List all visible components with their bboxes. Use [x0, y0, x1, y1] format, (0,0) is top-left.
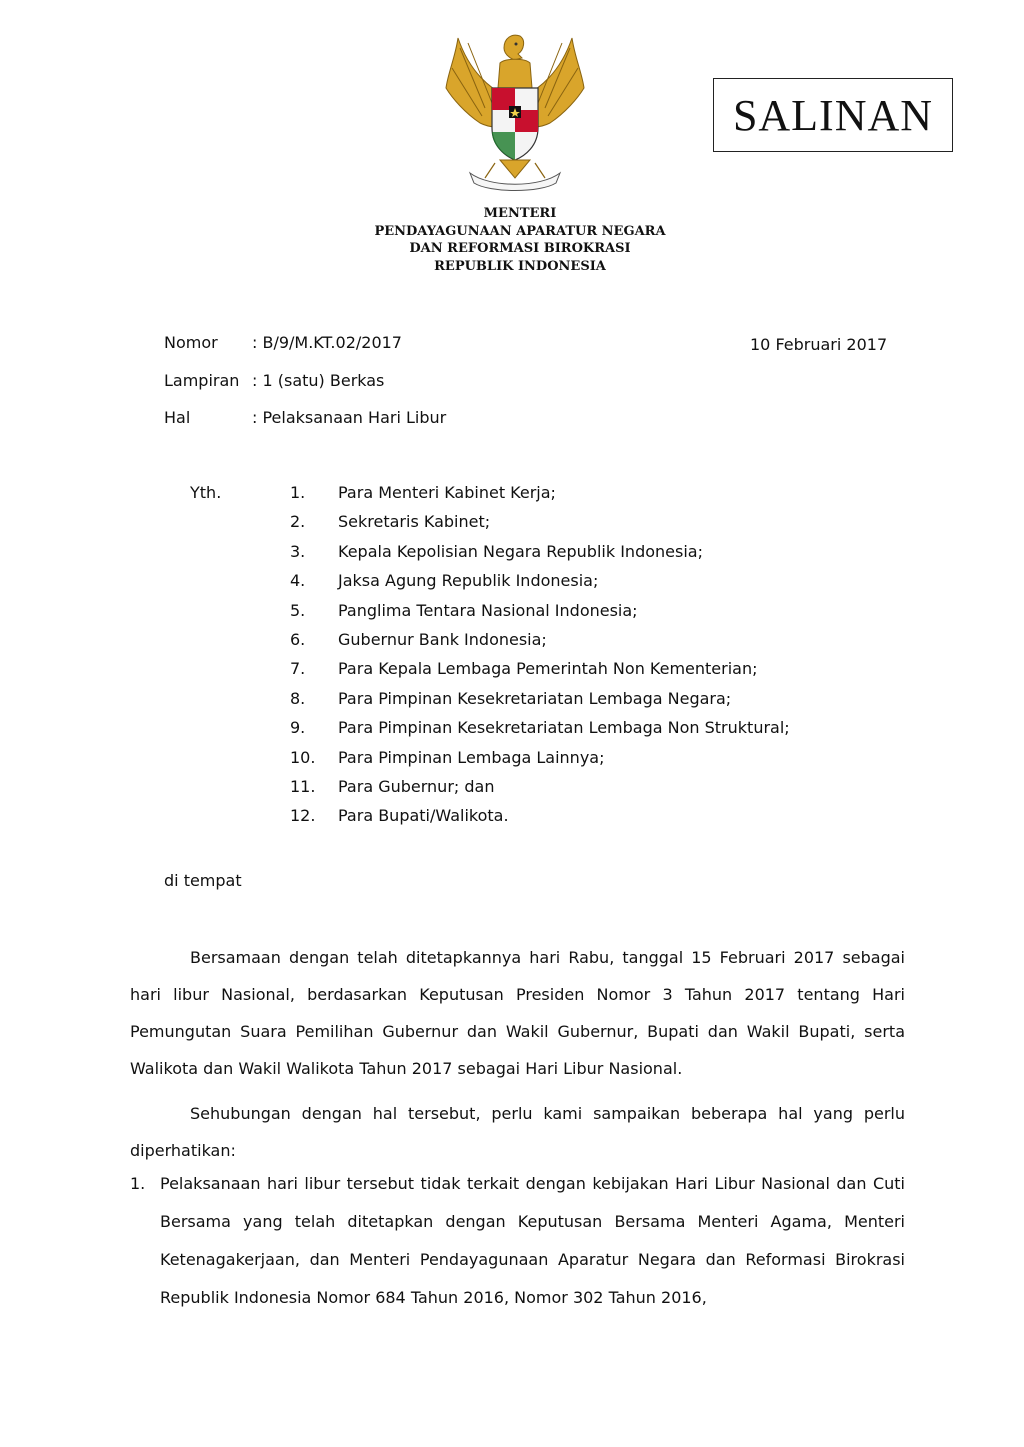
list-item-text: Sekretaris Kabinet; [338, 512, 491, 532]
recipients-label: Yth. [190, 483, 222, 502]
list-item-text: Para Kepala Lembaga Pemerintah Non Kementerian; [338, 659, 758, 679]
list-item-text: Para Pimpinan Lembaga Lainnya; [338, 747, 605, 767]
list-item-number: 11. [290, 776, 316, 796]
list-item-text: Para Menteri Kabinet Kerja; [338, 483, 556, 502]
body-paragraph-1: Bersamaan dengan telah ditetapkannya hari Rabu, tanggal 15 Februari 2017 sebagai hari libur Nasional, berdasarkan Keputusan Presiden Nomor 3 Tahun 2017 tentang Hari Pemungutan Suara Pemilihan Gubernur dan Wakil Gubernur, Bupati dan Wakil Bupati, serta Walikota dan Wakil Walikota Tahun 2017 sebagai Hari Libur Nasional. [130, 948, 905, 1078]
lampiran-label: Lampiran [164, 371, 240, 390]
garuda-emblem-icon [440, 28, 590, 193]
hal-label: Hal [164, 408, 191, 427]
letterhead-line: DAN REFORMASI BIROKRASI [409, 241, 631, 256]
list-item-number: 12. [290, 806, 316, 826]
list-item-text: Para Gubernur; dan [338, 776, 495, 796]
item-1-number: 1. [130, 1174, 146, 1193]
item-1-text: Pelaksanaan hari libur tersebut tidak terkait dengan kebijakan Hari Libur Nasional dan Cuti Bersama yang telah ditetapkan dengan Keputusan Bersama Menteri Agama, Menteri Ketenagakerjaan, dan Menteri Pendayagunaan Aparatur Negara dan Reformasi Birokrasi Republik Indonesia Nomor 684 Tahun 2016, Nomor 302 Tahun 2016, [160, 1174, 905, 1307]
list-item-number: 7. [290, 659, 306, 679]
nomor-label: Nomor [164, 333, 218, 352]
nomor-value: : B/9/M.KT.02/2017 [252, 333, 402, 352]
hal-value: : Pelaksanaan Hari Libur [252, 408, 447, 427]
list-item-number: 9. [290, 718, 306, 738]
list-item-number: 6. [290, 629, 306, 649]
list-item-text: Para Bupati/Walikota. [338, 806, 509, 826]
location-text: di tempat [164, 871, 242, 890]
list-item-text: Jaksa Agung Republik Indonesia; [338, 571, 599, 591]
list-item-number: 10. [290, 747, 316, 767]
list-item-text: Para Pimpinan Kesekretariatan Lembaga Non Struktural; [338, 718, 790, 738]
list-item-text: Panglima Tentara Nasional Indonesia; [338, 600, 638, 620]
letterhead [300, 205, 740, 275]
list-item-number: 2. [290, 512, 306, 532]
list-item-number: 5. [290, 600, 306, 620]
letterhead-line: REPUBLIK INDONESIA [434, 258, 606, 274]
list-item-number: 4. [290, 571, 306, 591]
list-item-text: Para Pimpinan Kesekretariatan Lembaga Negara; [338, 688, 732, 708]
list-item-text: Gubernur Bank Indonesia; [338, 629, 547, 649]
list-item-number: 3. [290, 541, 306, 561]
list-item-number: 1. [290, 483, 306, 502]
list-item-number: 8. [290, 688, 306, 708]
letterhead-line: PENDAYAGUNAAN APARATUR NEGARA [374, 223, 666, 239]
salinan-stamp: SALINAN [713, 78, 953, 152]
list-item-text: Kepala Kepolisian Negara Republik Indonesia; [338, 541, 703, 561]
body-paragraph-2: Sehubungan dengan hal tersebut, perlu kami sampaikan beberapa hal yang perlu diperhatikan: [130, 1104, 905, 1160]
lampiran-value: : 1 (satu) Berkas [252, 371, 385, 390]
letterhead-line: MENTERI [483, 206, 557, 221]
letter-date: 10 Februari 2017 [750, 335, 888, 354]
